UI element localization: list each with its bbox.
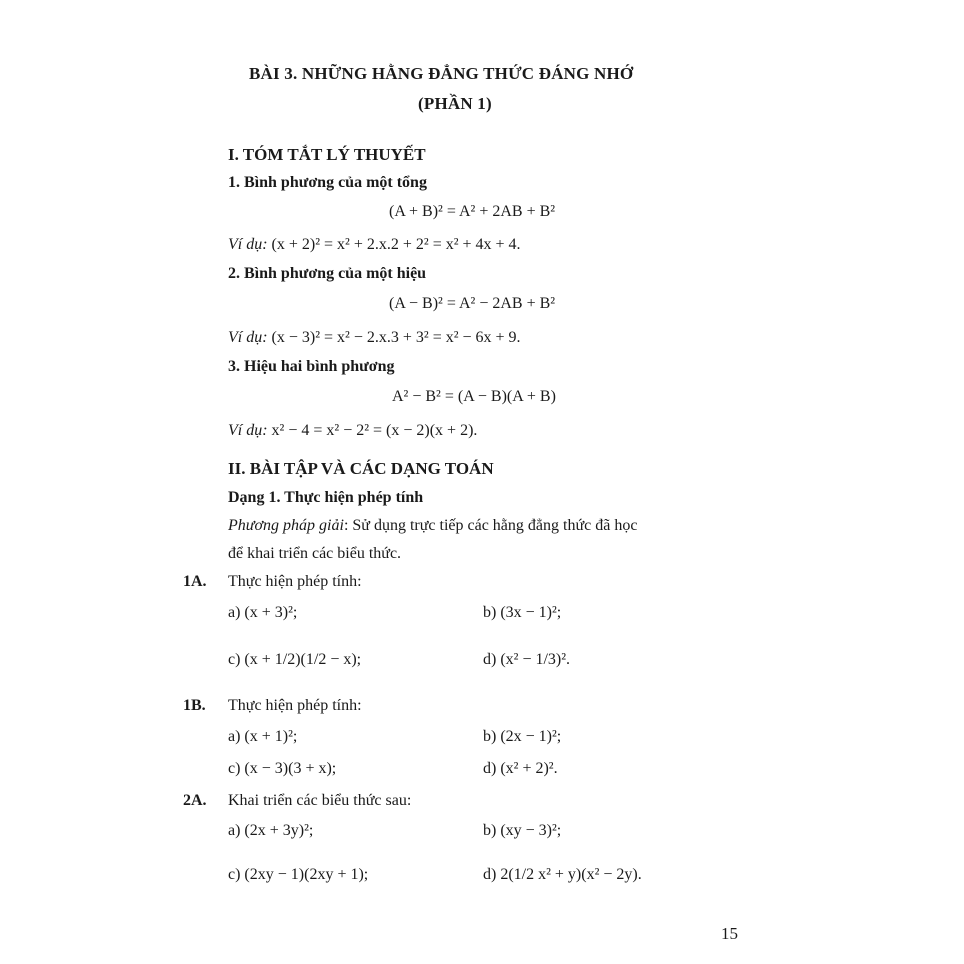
problem-2a-option-a: a) (2x + 3y)²; — [228, 822, 314, 839]
method-label: Phương pháp giải — [228, 517, 344, 534]
exercises-heading: II. BÀI TẬP VÀ CÁC DẠNG TOÁN — [228, 459, 494, 478]
theory-item-2-formula: (A − B)² = A² − 2AB + B² — [389, 295, 556, 312]
theory-item-1-example — [228, 236, 521, 254]
problem-1a-option-d: d) (x² − 1/3)². — [483, 651, 571, 668]
problem-1a-option-a: a) (x + 3)²; — [228, 604, 298, 621]
example-label: Ví dụ: — [228, 236, 268, 253]
problem-2a-option-d: d) 2(1/2 x² + y)(x² − 2y). — [483, 866, 642, 883]
problem-1b-number: 1B. — [183, 697, 206, 714]
page-number: 15 — [721, 924, 738, 943]
type-title: Dạng 1. Thực hiện phép tính — [228, 489, 424, 506]
problem-1b-option-a: a) (x + 1)²; — [228, 728, 298, 745]
problem-1a-option-b: b) (3x − 1)²; — [483, 604, 562, 621]
theory-item-3-title: 3. Hiệu hai bình phương — [228, 358, 395, 375]
method-line-1 — [228, 517, 637, 535]
theory-item-2-title: 2. Bình phương của một hiệu — [228, 265, 427, 282]
problem-2a-option-c: c) (2xy − 1)(2xy + 1); — [228, 866, 369, 883]
example-text: (x + 2)² = x² + 2.x.2 + 2² = x² + 4x + 4. — [271, 236, 521, 253]
lesson-title: BÀI 3. NHỮNG HẰNG ĐẲNG THỨC ĐÁNG NHỚ — [249, 64, 634, 83]
theory-item-3-example — [228, 422, 477, 440]
problem-1b-option-d: d) (x² + 2)². — [483, 760, 558, 777]
problem-1b-option-b: b) (2x − 1)²; — [483, 728, 562, 745]
theory-item-1-formula: (A + B)² = A² + 2AB + B² — [389, 203, 556, 220]
theory-item-2-example — [228, 329, 521, 347]
lesson-subtitle: (PHẦN 1) — [418, 94, 492, 113]
theory-heading: I. TÓM TẮT LÝ THUYẾT — [228, 145, 426, 164]
problem-1a-stem: Thực hiện phép tính: — [228, 573, 362, 590]
problem-1b-stem: Thực hiện phép tính: — [228, 697, 362, 714]
example-label: Ví dụ: — [228, 422, 268, 439]
method-text: : Sử dụng trực tiếp các hằng đẳng thức đã học — [343, 517, 638, 534]
theory-item-1-title: 1. Bình phương của một tổng — [228, 174, 427, 191]
example-text: (x − 3)² = x² − 2.x.3 + 3² = x² − 6x + 9. — [271, 329, 521, 346]
problem-2a-number: 2A. — [183, 792, 207, 809]
problem-2a-stem: Khai triển các biểu thức sau: — [228, 792, 412, 809]
problem-2a-option-b: b) (xy − 3)²; — [483, 822, 562, 839]
theory-item-3-formula: A² − B² = (A − B)(A + B) — [392, 388, 556, 405]
method-line-2: để khai triển các biểu thức. — [228, 545, 402, 562]
example-text: x² − 4 = x² − 2² = (x − 2)(x + 2). — [271, 422, 478, 439]
example-label: Ví dụ: — [228, 329, 268, 346]
problem-1a-option-c: c) (x + 1/2)(1/2 − x); — [228, 651, 362, 668]
problem-1a-number: 1A. — [183, 573, 207, 590]
problem-1b-option-c: c) (x − 3)(3 + x); — [228, 760, 337, 777]
